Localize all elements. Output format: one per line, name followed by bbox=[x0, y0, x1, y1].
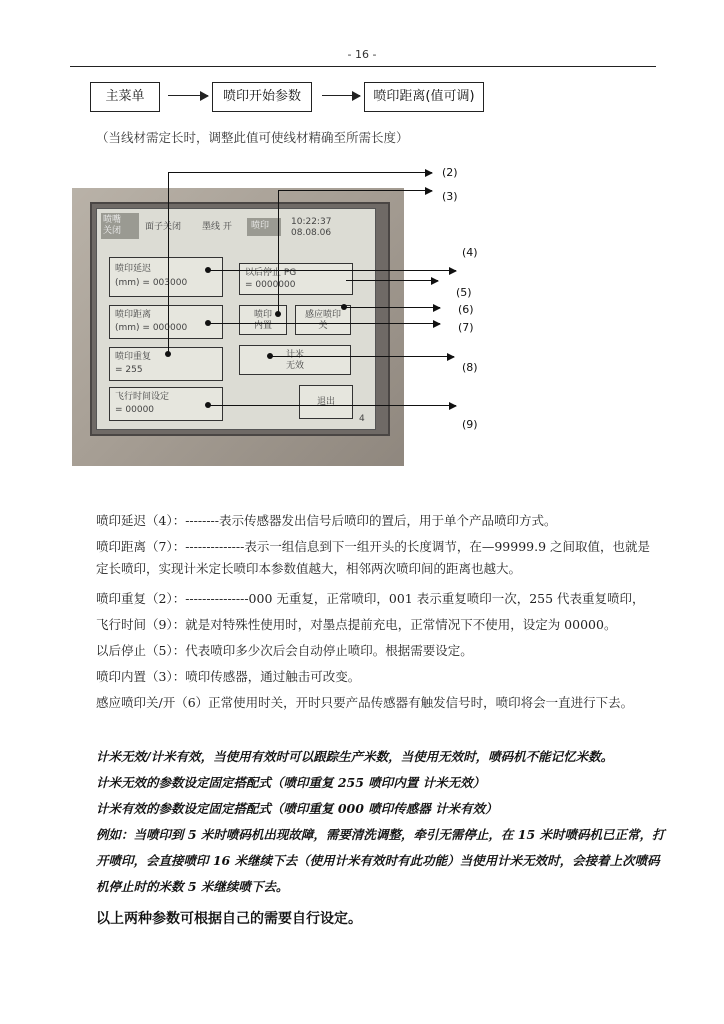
closing-statement: 以上两种参数可根据自己的需要自行设定。 bbox=[96, 911, 362, 927]
pointer-2-vertical bbox=[168, 172, 169, 354]
lcd-exit-button[interactable]: 退出 bbox=[299, 385, 353, 419]
pointer-9-dot bbox=[205, 402, 211, 408]
lcd-tab-ink: 墨线 开 bbox=[202, 222, 232, 232]
lcd-tab-off: 面子关闭 bbox=[145, 222, 182, 232]
lcd-delay-value: (mm) = 003000 bbox=[115, 278, 188, 288]
lcd-screen bbox=[96, 208, 376, 430]
pointer-6-dot bbox=[341, 304, 347, 310]
flow-arrow-1 bbox=[168, 95, 208, 96]
lcd-repeat-label: 喷印重复 bbox=[115, 352, 152, 362]
para-delay: 喷印延迟（4）：--------表示传感器发出信号后喷印的置后，用于单个产品喷印方式。 bbox=[96, 513, 557, 528]
lcd-distance-value: (mm) = 000000 bbox=[115, 323, 188, 333]
pointer-6 bbox=[344, 307, 440, 308]
callout-2: (2) bbox=[442, 166, 458, 179]
lcd-flight-label: 飞行时间设定 bbox=[115, 392, 170, 402]
para-sensor: 感应喷印关/开（6）正常使用时关，开时只要产品传感器有触发信号时，喷印将会一直进行下去。 bbox=[96, 695, 634, 710]
lcd-inner-button[interactable]: 喷印 内置 bbox=[239, 305, 287, 335]
callout-5: (5) bbox=[456, 286, 472, 299]
para-inner: 喷印内置（3）：喷印传感器，通过触击可改变。 bbox=[96, 669, 361, 684]
pointer-7-dot bbox=[205, 320, 211, 326]
flow-print-start-params: 喷印开始参数 bbox=[212, 82, 312, 112]
note-text: （当线材需定长时，调整此值可使线材精确至所需长度） bbox=[96, 130, 409, 145]
lcd-repeat-value: = 255 bbox=[115, 365, 143, 375]
lcd-delay-label: 喷印延迟 bbox=[115, 264, 152, 274]
flow-print-distance: 喷印距离(值可调) bbox=[364, 82, 484, 112]
flow-main-menu: 主菜单 bbox=[90, 82, 160, 112]
lcd-time: 10:22:37 08.08.06 bbox=[291, 217, 332, 238]
flow-arrow-2 bbox=[322, 95, 360, 96]
lcd-nozzle-status: 喷嘴 关闭 bbox=[101, 213, 139, 239]
callout-9: (9) bbox=[462, 418, 478, 431]
lcd-stop-value: = 0000000 bbox=[245, 280, 296, 290]
lcd-flight-value: = 00000 bbox=[115, 405, 155, 415]
italic-example: 例如：当喷印到 5 米时喷码机出现故障，需要清洗调整，牵引无需停止，在 15 米时喷码机已正常，打开喷印，会直接喷印 16 米继续下去（使用计米有效时有此功能）当使用计米无效时，会接着上次喷码机停止时的米数 5 米继续喷下去。 bbox=[96, 827, 665, 894]
lcd-page-number: 4 bbox=[359, 414, 365, 424]
italic-meter-invalid-combo: 计米无效的参数设定固定搭配式（喷印重复 255 喷印内置 计米无效） bbox=[96, 775, 486, 790]
pointer-4 bbox=[208, 270, 456, 271]
callout-8: (8) bbox=[462, 361, 478, 374]
pointer-7 bbox=[208, 323, 440, 324]
lcd-stop-button[interactable] bbox=[239, 263, 353, 295]
pointer-4-dot bbox=[205, 267, 211, 273]
pointer-8-dot bbox=[267, 353, 273, 359]
pointer-3-horizontal bbox=[278, 190, 432, 191]
lcd-tab-print: 喷印 bbox=[247, 218, 281, 236]
lcd-sensor-button[interactable]: 感应喷印 关 bbox=[295, 305, 351, 335]
pointer-3-dot bbox=[275, 311, 281, 317]
lcd-delay-button[interactable] bbox=[109, 257, 223, 297]
callout-7: (7) bbox=[458, 321, 474, 334]
italic-meter-note: 计米无效/计米有效，当使用有效时可以跟踪生产米数，当使用无效时，喷码机不能记忆米数。 bbox=[96, 749, 614, 764]
para-repeat: 喷印重复（2）：---------------000 无重复，正常喷印，001 表示重复喷印一次，255 代表重复喷印， bbox=[96, 591, 645, 606]
callout-3: (3) bbox=[442, 190, 458, 203]
para-flight: 飞行时间（9）：就是对特殊性使用时，对墨点提前充电，正常情况下不使用，设定为 00000。 bbox=[96, 617, 617, 632]
para-stop: 以后停止（5）：代表喷印多少次后会自动停止喷印。根据需要设定。 bbox=[96, 643, 473, 658]
pointer-8 bbox=[270, 356, 454, 357]
pointer-2-dot bbox=[165, 351, 171, 357]
callout-6: (6) bbox=[458, 303, 474, 316]
pointer-9 bbox=[208, 405, 456, 406]
pointer-3-vertical bbox=[278, 190, 279, 314]
lcd-meter-button[interactable]: 计米 无效 bbox=[239, 345, 351, 375]
para-distance: 喷印距离（7）：--------------表示一组信息到下一组开头的长度调节，在—99999.9 之间取值，也就是定长喷印，实现计米定长喷印本参数值越大，相邻两次喷印间的距离也越大。 bbox=[96, 539, 650, 576]
lcd-stop-label: 以后停止 PG bbox=[245, 268, 297, 278]
page-number: - 16 - bbox=[347, 48, 377, 61]
header-rule bbox=[70, 66, 656, 67]
pointer-5 bbox=[346, 280, 438, 281]
lcd-distance-label: 喷印距离 bbox=[115, 310, 152, 320]
pointer-2-horizontal bbox=[168, 172, 432, 173]
italic-meter-valid-combo: 计米有效的参数设定固定搭配式（喷印重复 000 喷印传感器 计米有效） bbox=[96, 801, 498, 816]
callout-4: (4) bbox=[462, 246, 478, 259]
